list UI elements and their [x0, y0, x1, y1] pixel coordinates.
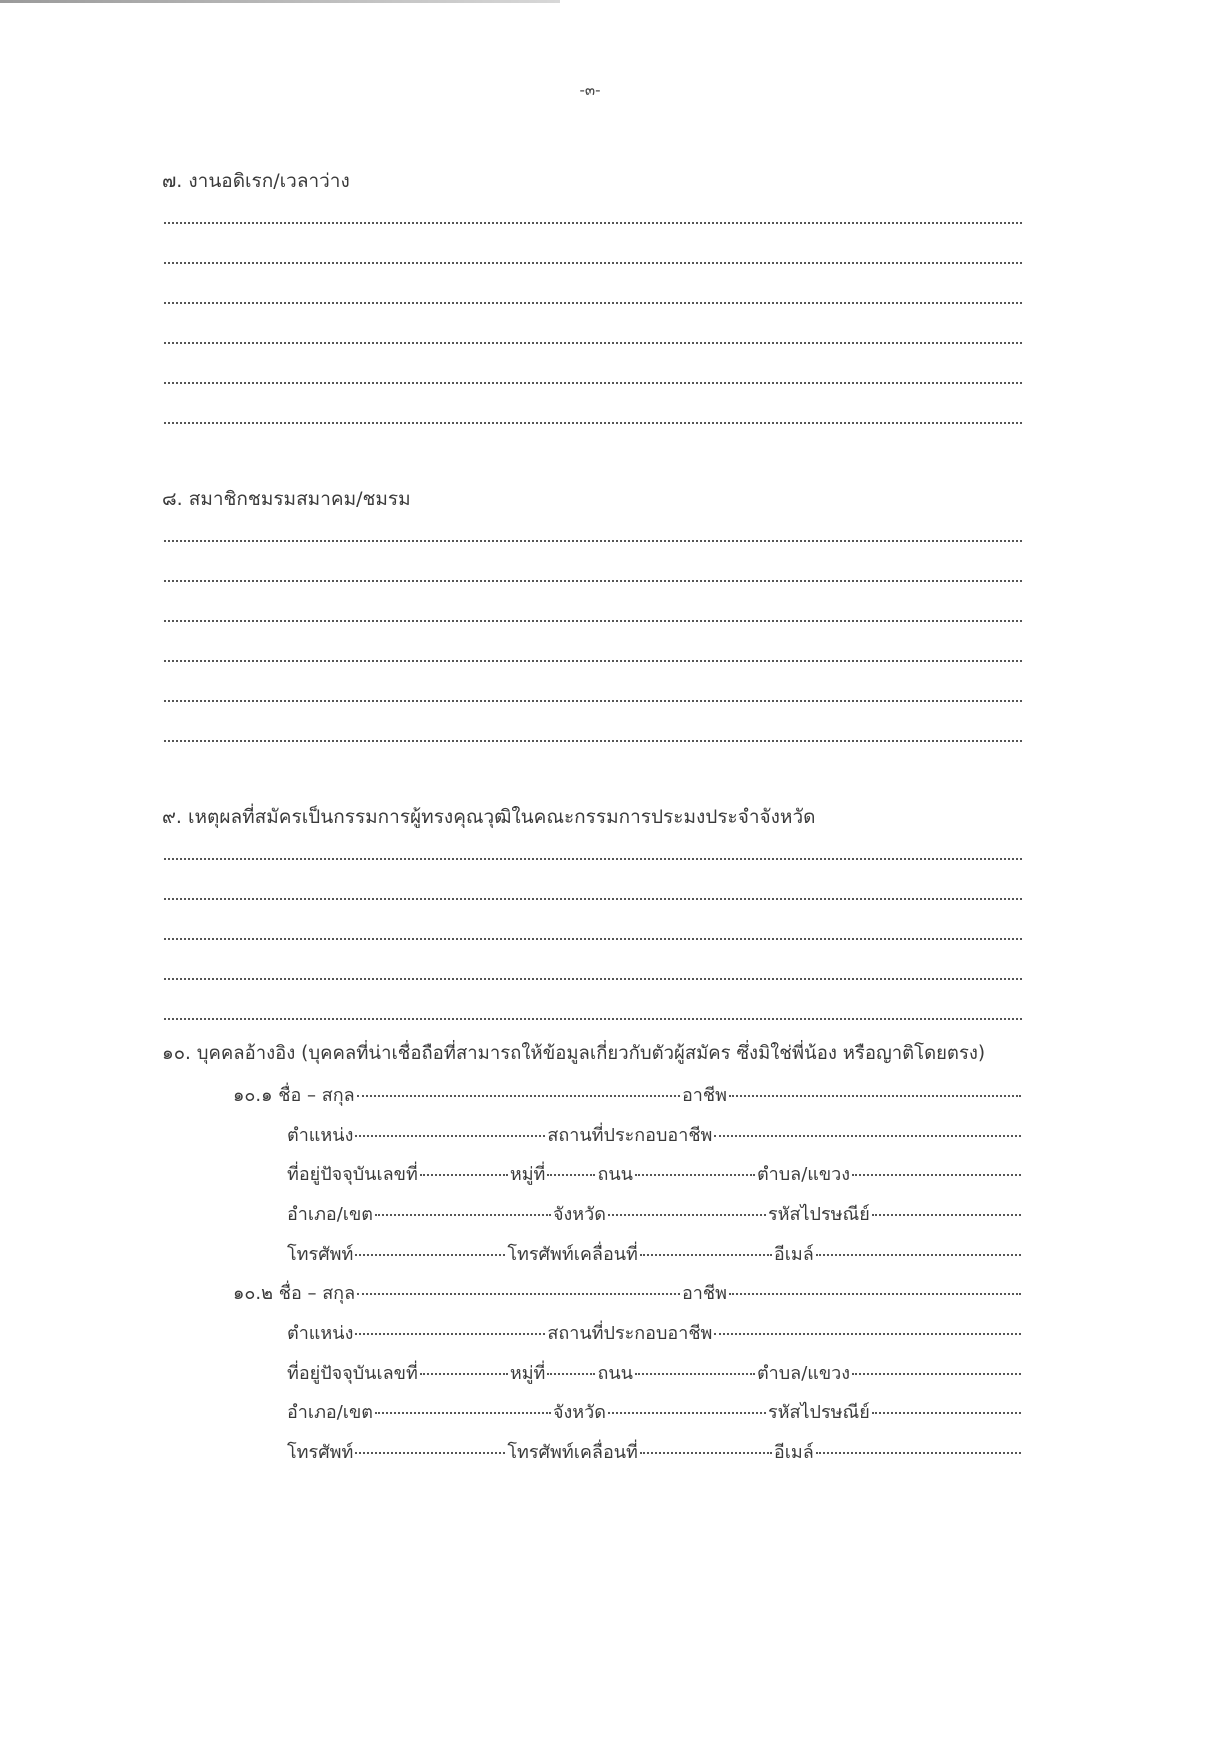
section-7-heading: ๗. งานอดิเรก/เวลาว่าง [162, 170, 350, 192]
ref1-mobile-field[interactable] [640, 1254, 772, 1256]
section-10-heading: ๑๐. บุคคลอ้างอิง (บุคคลที่น่าเชื่อถือที่สามารถให้ข้อมูลเกี่ยวกับตัวผู้สมัคร ซึ่งมิใช่พี่น้อง หรือญาติโดยตรง) [162, 1043, 986, 1064]
section-7-answer-line-1[interactable] [164, 222, 1022, 224]
ref2-name-row [233, 1278, 1023, 1307]
ref2-phone-row [287, 1437, 1023, 1466]
ref1-email-label: อีเมล์ [773, 1244, 814, 1265]
ref1-email-field[interactable] [816, 1254, 1021, 1256]
ref1-occupation-field[interactable] [729, 1095, 1021, 1097]
ref2-district-field[interactable] [375, 1412, 551, 1414]
ref2-position-label: ตำแหน่ง [287, 1323, 354, 1344]
ref1-name-label: ๑๐.๑ ชื่อ – สกุล [233, 1085, 355, 1106]
section-7-answer-line-2[interactable] [164, 262, 1022, 264]
ref1-phone-label: โทรศัพท์ [287, 1244, 354, 1265]
ref1-province-label: จังหวัด [552, 1204, 606, 1225]
section-9-answer-line-5[interactable] [164, 1018, 1022, 1020]
ref1-position-row [287, 1120, 1023, 1149]
ref1-district-field[interactable] [375, 1214, 551, 1216]
section-8-answer-line-6[interactable] [164, 740, 1022, 742]
ref2-mobile-field[interactable] [640, 1452, 772, 1454]
ref2-subdistrict-label: ตำบล/แขวง [756, 1363, 851, 1384]
ref1-workplace-field[interactable] [714, 1135, 1021, 1137]
ref1-road-label: ถนน [597, 1164, 633, 1185]
ref1-position-label: ตำแหน่ง [287, 1125, 354, 1146]
ref2-moo-field[interactable] [547, 1373, 595, 1375]
ref1-district-row [287, 1199, 1023, 1228]
ref1-moo-label: หมู่ที่ [509, 1164, 546, 1185]
ref1-moo-field[interactable] [547, 1174, 595, 1176]
ref2-address-row [287, 1358, 1023, 1387]
ref2-email-label: อีเมล์ [773, 1442, 814, 1463]
ref2-email-field[interactable] [816, 1452, 1021, 1454]
ref1-subdistrict-label: ตำบล/แขวง [756, 1164, 851, 1185]
ref1-occupation-label: อาชีพ [682, 1085, 727, 1106]
ref1-address-row [287, 1159, 1023, 1188]
ref2-mobile-label: โทรศัพท์เคลื่อนที่ [507, 1442, 638, 1463]
ref2-position-row [287, 1318, 1023, 1347]
section-7-answer-line-5[interactable] [164, 382, 1022, 384]
section-7-answer-line-3[interactable] [164, 302, 1022, 304]
ref2-position-field[interactable] [355, 1333, 545, 1335]
ref2-house-number-field[interactable] [420, 1373, 508, 1375]
ref2-phone-label: โทรศัพท์ [287, 1442, 354, 1463]
ref1-phone-field[interactable] [355, 1254, 505, 1256]
ref1-province-field[interactable] [608, 1214, 766, 1216]
scan-edge [0, 0, 560, 3]
ref1-district-label: อำเภอ/เขต [287, 1204, 373, 1225]
section-9-answer-line-4[interactable] [164, 978, 1022, 980]
ref2-moo-label: หมู่ที่ [509, 1363, 546, 1384]
ref1-position-field[interactable] [355, 1135, 545, 1137]
section-8-answer-line-1[interactable] [164, 540, 1022, 542]
ref2-subdistrict-field[interactable] [852, 1373, 1021, 1375]
ref1-house-number-field[interactable] [420, 1174, 508, 1176]
ref1-workplace-label: สถานที่ประกอบอาชีพ [547, 1125, 713, 1146]
ref2-district-label: อำเภอ/เขต [287, 1402, 373, 1423]
section-9-answer-line-1[interactable] [164, 858, 1022, 860]
ref2-postcode-label: รหัสไปรษณีย์ [767, 1402, 870, 1423]
ref1-address-label: ที่อยู่ปัจจุบันเลขที่ [287, 1164, 418, 1185]
ref2-occupation-field[interactable] [729, 1293, 1021, 1295]
ref1-postcode-field[interactable] [872, 1214, 1021, 1216]
section-7-answer-line-4[interactable] [164, 342, 1022, 344]
ref1-road-field[interactable] [635, 1174, 755, 1176]
ref2-road-label: ถนน [597, 1363, 633, 1384]
section-8-heading: ๘. สมาชิกชมรมสมาคม/ชมรม [162, 488, 411, 510]
ref2-name-field[interactable] [357, 1293, 680, 1295]
page-number: -๓- [579, 81, 601, 99]
ref2-phone-field[interactable] [355, 1452, 505, 1454]
ref2-district-row [287, 1397, 1023, 1426]
section-9-heading: ๙. เหตุผลที่สมัครเป็นกรรมการผู้ทรงคุณวุฒิในคณะกรรมการประมงประจำจังหวัด [162, 806, 816, 828]
ref2-occupation-label: อาชีพ [682, 1283, 727, 1304]
section-8-answer-line-5[interactable] [164, 700, 1022, 702]
ref2-name-label: ๑๐.๒ ชื่อ – สกุล [233, 1283, 356, 1304]
section-9-answer-line-2[interactable] [164, 898, 1022, 900]
section-7-answer-line-6[interactable] [164, 422, 1022, 424]
ref1-postcode-label: รหัสไปรษณีย์ [767, 1204, 870, 1225]
ref1-name-row [233, 1080, 1023, 1109]
ref2-workplace-field[interactable] [714, 1333, 1021, 1335]
ref2-address-label: ที่อยู่ปัจจุบันเลขที่ [287, 1363, 418, 1384]
section-8-answer-line-3[interactable] [164, 620, 1022, 622]
ref2-workplace-label: สถานที่ประกอบอาชีพ [547, 1323, 713, 1344]
section-8-answer-line-4[interactable] [164, 660, 1022, 662]
ref2-province-label: จังหวัด [552, 1402, 606, 1423]
ref1-subdistrict-field[interactable] [852, 1174, 1021, 1176]
ref2-postcode-field[interactable] [872, 1412, 1021, 1414]
ref1-mobile-label: โทรศัพท์เคลื่อนที่ [507, 1244, 638, 1265]
ref2-province-field[interactable] [608, 1412, 766, 1414]
section-9-answer-line-3[interactable] [164, 938, 1022, 940]
section-8-answer-line-2[interactable] [164, 580, 1022, 582]
ref1-phone-row [287, 1239, 1023, 1268]
ref2-road-field[interactable] [635, 1373, 755, 1375]
ref1-name-field[interactable] [357, 1095, 680, 1097]
